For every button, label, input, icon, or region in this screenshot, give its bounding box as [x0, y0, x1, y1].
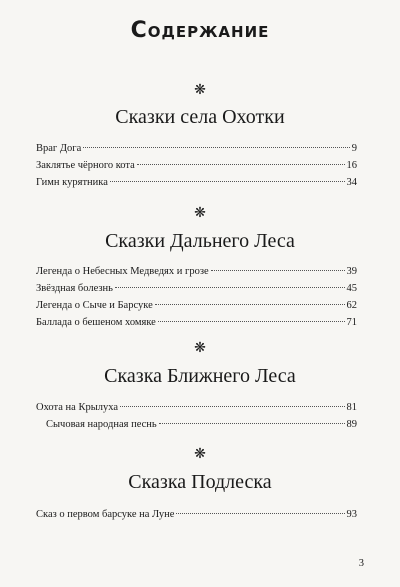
toc-entry-page: 34 — [346, 177, 357, 188]
toc-entry[interactable] — [36, 176, 357, 190]
toc-entry[interactable] — [36, 508, 357, 522]
toc-entry-page: 93 — [346, 509, 357, 520]
toc-entry-label: Сказ о первом барсуке на Луне — [36, 509, 175, 520]
toc-entry[interactable] — [36, 316, 357, 330]
toc-entry[interactable] — [36, 401, 357, 415]
toc-entry[interactable] — [36, 282, 357, 296]
section-title: Сказки Дальнего Леса — [105, 230, 295, 252]
toc-entry-label: Враг Дога — [36, 143, 82, 154]
toc-entry-label: Заклятье чёрного кота — [36, 160, 135, 171]
toc-entry[interactable] — [36, 159, 357, 173]
leader-dots — [115, 287, 345, 288]
toc-entry-page: 89 — [346, 419, 357, 430]
section-title: Сказки села Охотки — [115, 106, 285, 128]
leader-dots — [211, 270, 345, 271]
toc-entry-page: 16 — [346, 160, 357, 171]
leader-dots — [110, 181, 345, 182]
toc-entry-label: Легенда о Небесных Медведях и грозе — [36, 266, 209, 277]
page-title: Содержание — [130, 18, 270, 43]
toc-entry[interactable] — [36, 299, 357, 313]
leader-dots — [159, 423, 345, 424]
toc-entry-label: Сычовая народная песнь — [46, 419, 157, 430]
toc-entry-page: 62 — [346, 300, 357, 311]
toc-entry-label: Легенда о Сыче и Барсуке — [36, 300, 153, 311]
toc-entry-label: Баллада о бешеном хомяке — [36, 317, 156, 328]
section-title: Сказка Подлеска — [128, 471, 272, 493]
page-number: 3 — [358, 558, 364, 569]
toc-entry-page: 39 — [346, 266, 357, 277]
toc-entry-label: Звёздная болезнь — [36, 283, 113, 294]
leader-dots — [120, 406, 344, 407]
toc-entry-page: 81 — [346, 402, 357, 413]
leader-dots — [176, 513, 344, 514]
toc-entry[interactable] — [36, 265, 357, 279]
ornament-icon: ❋ — [194, 205, 206, 221]
toc-entry-page: 45 — [346, 283, 357, 294]
leader-dots — [158, 321, 345, 322]
toc-entry-page: 9 — [351, 143, 357, 154]
section-title: Сказка Ближнего Леса — [104, 365, 296, 387]
toc-entry[interactable] — [46, 418, 357, 432]
ornament-icon: ❋ — [194, 446, 206, 462]
toc-entry[interactable] — [36, 142, 357, 156]
ornament-icon: ❋ — [194, 82, 206, 98]
toc-entry-label: Охота на Крылуха — [36, 402, 119, 413]
ornament-icon: ❋ — [194, 340, 206, 356]
toc-entry-page: 71 — [346, 317, 357, 328]
toc-entry-label: Гимн курятника — [36, 177, 108, 188]
leader-dots — [137, 164, 345, 165]
leader-dots — [83, 147, 350, 148]
leader-dots — [155, 304, 345, 305]
